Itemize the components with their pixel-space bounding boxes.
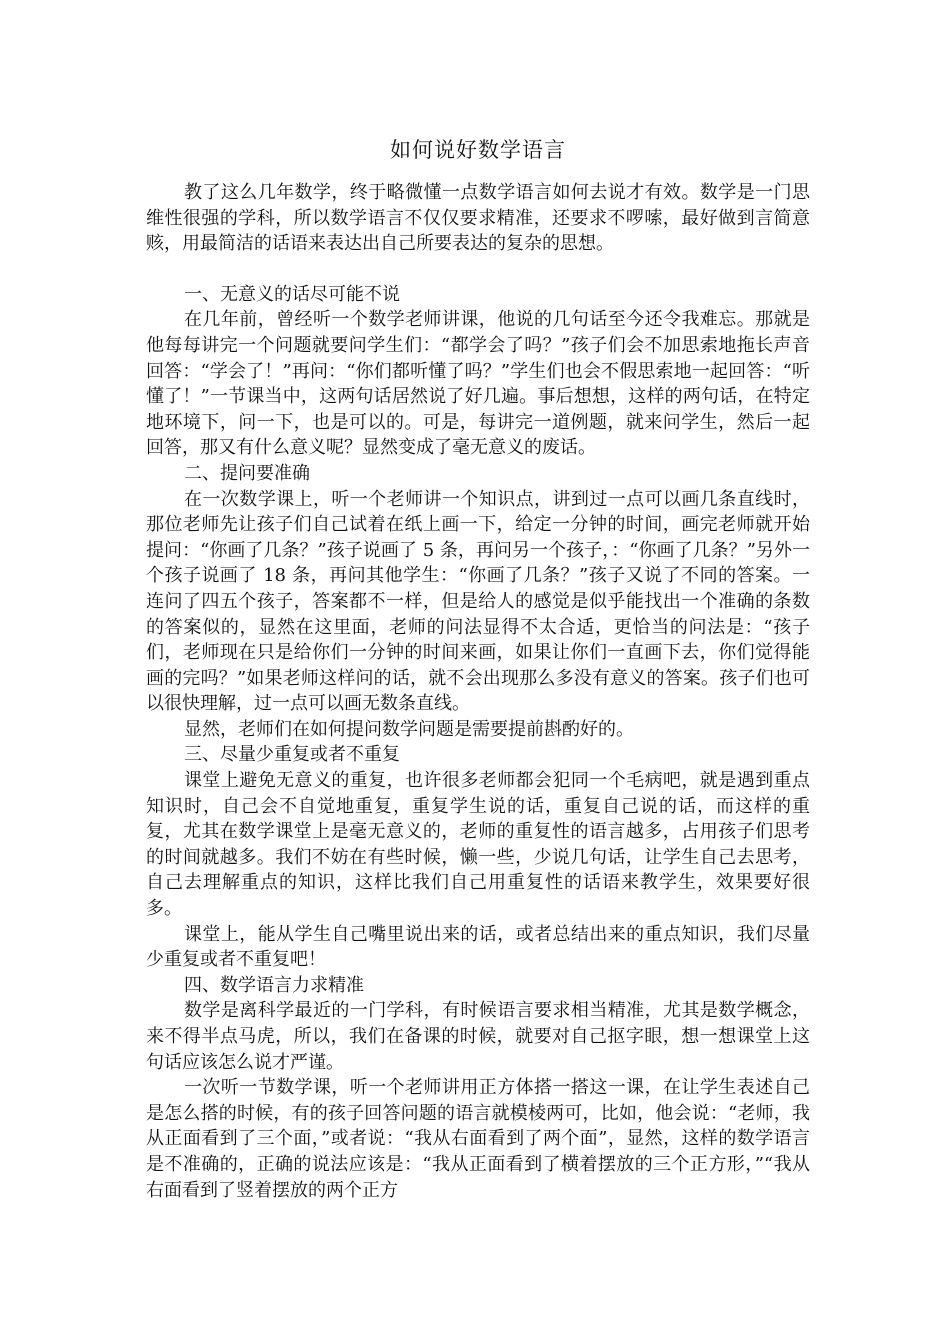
section-paragraph: 显然，老师们在如何提问数学问题是需要提前斟酌好的。: [184, 718, 634, 740]
section-paragraph: 在一次数学课上，听一个老师讲一个知识点，讲到过一点可以画几条直线时，那位老师先让孩子们自己试着在纸上画一下，给定一分钟的时间，画完老师就开始提问：“你画了几条？”孩子说画了 5 条，再问另一个孩子，：“你画了几条？”另外一个孩子说画了 18 条，再问其他学生：“你画了几条？”孩子又说了不同的答案。一连问了四五个孩子，答案都不一样，但是给人的感觉是似乎能找出一个准确的条数的答案似的，显然在这里面，老师的问法显得不太合适，更恰当的问法是：“孩子们，老师现在只是给你们一分钟的时间来画，如果让你们一直画下去，你们觉得能画的完吗？”如果老师这样问的话，就不会出现那么多没有意义的答案。孩子们也可以很快理解，过一点可以画无数条直线。: [146, 488, 810, 715]
section-paragraph: 课堂上避免无意义的重复，也许很多老师都会犯同一个毛病吧，就是遇到重点知识时，自己会不自觉地重复，重复学生说的话，重复自己说的话，而这样的重复，尤其在数学课堂上是毫无意义的，老师的重复性的语言越多，占用孩子们思考的时间就越多。我们不妨在有些时候，懒一些，少说几句话，让学生自己去思考，自己去理解重点的知识，这样比我们自己用重复性的话语来教学生，效果要好很多。: [146, 770, 810, 920]
section-heading: 一、无意义的话尽可能不说: [184, 283, 400, 305]
section-4: [146, 973, 810, 1203]
section-paragraph: 数学是离科学最近的一门学科，有时候语言要求相当精准，尤其是数学概念，来不得半点马虎，所以，我们在备课的时候，就要对自己抠字眼，想一想课堂上这句话应该怎么说才严谨。: [146, 1000, 810, 1073]
section-paragraph: 课堂上，能从学生自己嘴里说出来的话，或者总结出来的重点知识，我们尽量少重复或者不重复吧！: [146, 923, 810, 971]
section-paragraph: 一次听一节数学课，听一个老师讲用正方体搭一搭这一课，在让学生表述自己是怎么搭的时候，有的孩子回答问题的语言就模棱两可，比如，他会说：“老师，我从正面看到了三个面，”或者说：“我从右面看到了两个面”，显然，这样的数学语言是不准确的，正确的说法应该是：“我从正面看到了横着摆放的三个正方形，”“我从右面看到了竖着摆放的两个正方: [146, 1077, 810, 1201]
section-1: [146, 282, 810, 461]
section-heading: 四、数学语言力求精准: [184, 974, 364, 996]
document-page: [146, 134, 810, 1203]
intro-paragraph: 教了这么几年数学，终于略微懂一点数学语言如何去说才有效。数学是一门思维性很强的学科，所以数学语言不仅仅要求精准，还要求不啰嗦，最好做到言简意赅，用最简洁的话语来表达出自己所要表达的复杂的思想。: [146, 182, 810, 255]
section-heading: 三、尽量少重复或者不重复: [184, 744, 400, 766]
section-2: [146, 461, 810, 743]
document-title: 如何说好数学语言: [390, 138, 566, 162]
section-paragraph: 在几年前，曾经听一个数学老师讲课，他说的几句话至今还令我难忘。那就是他每每讲完一个问题就要问学生们：“都学会了吗？”孩子们会不加思索地拖长声音回答：“学会了！”再问：“你们都听懂了吗？”学生们也会不假思索地一起回答：“听懂了！”一节课当中，这两句话居然说了好几遍。事后想想，这样的两句话，在特定地环境下，问一下，也是可以的。可是，每讲完一道例题，就来问学生，然后一起回答，那又有什么意义呢？显然变成了毫无意义的废话。: [146, 309, 810, 459]
section-heading: 二、提问要准确: [184, 462, 310, 484]
blank-line: [146, 257, 810, 282]
section-3: [146, 742, 810, 972]
